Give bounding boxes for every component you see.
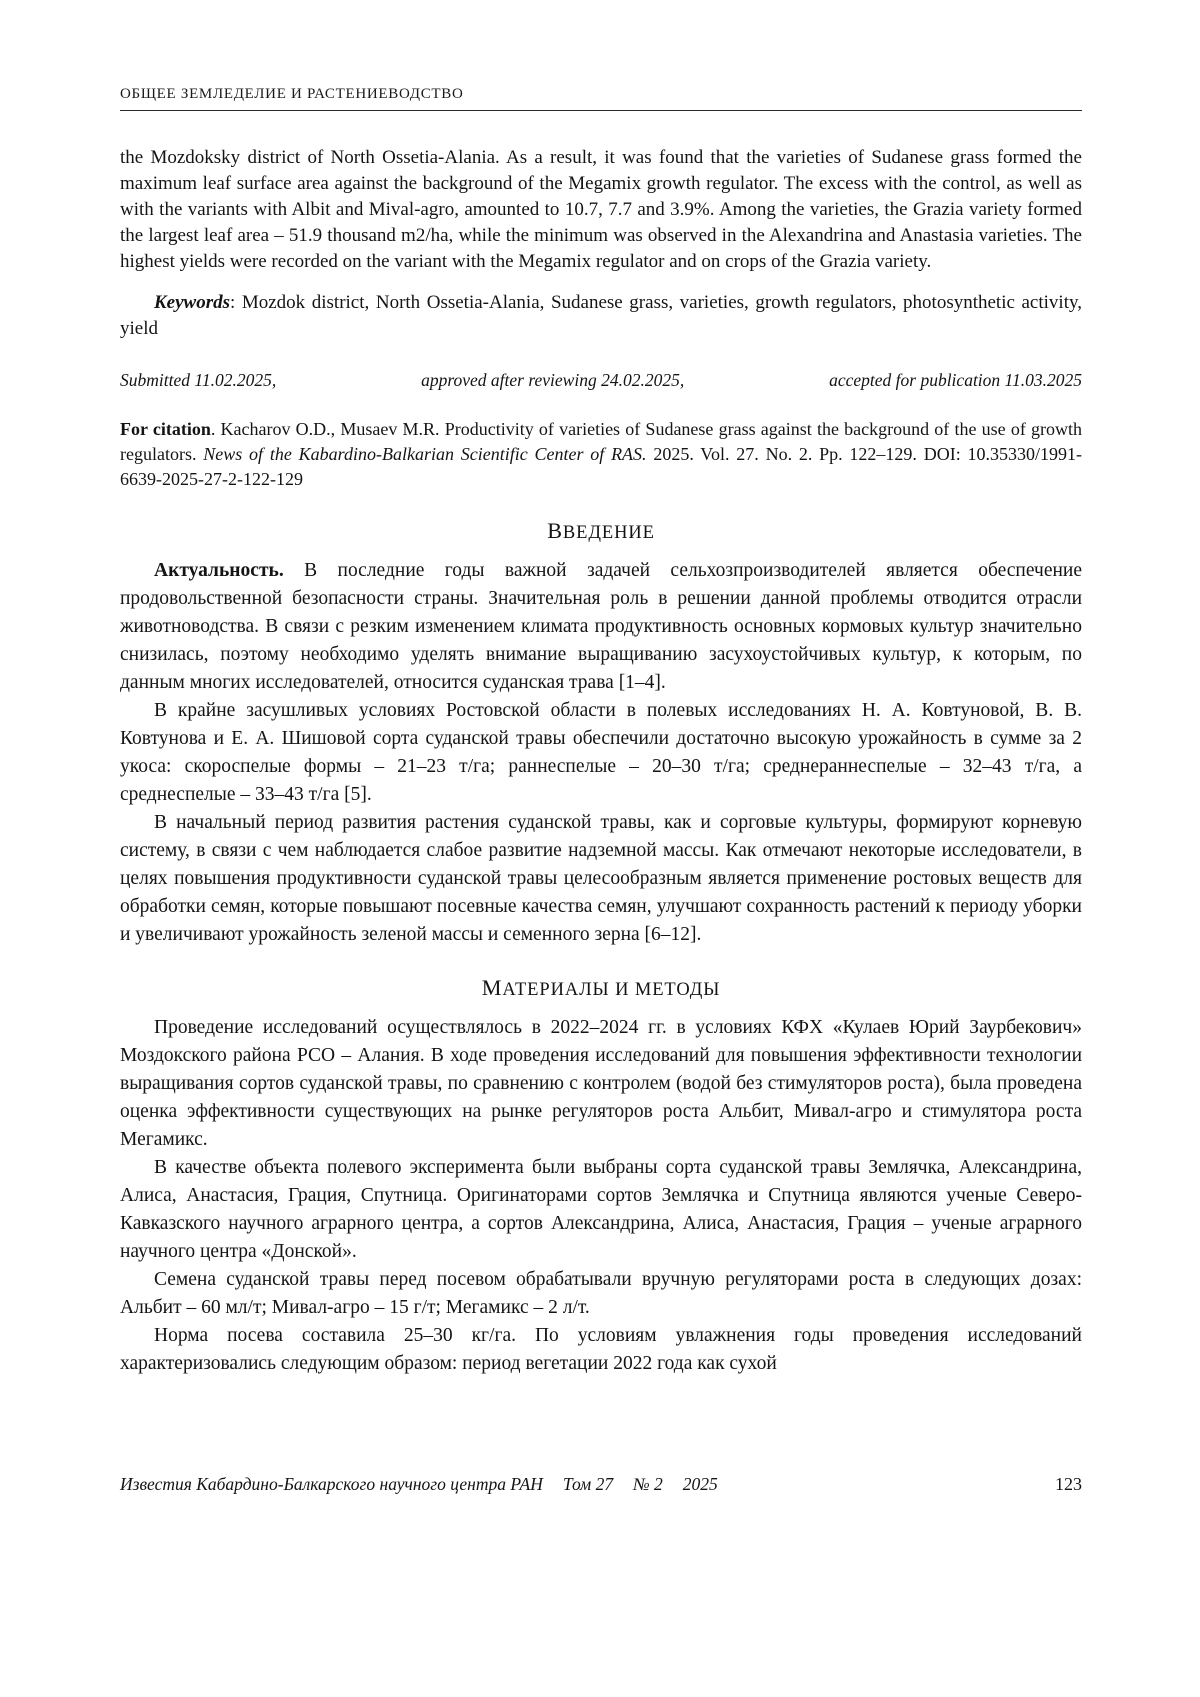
footer-page-number: 123 [1055, 1474, 1082, 1494]
materials-paragraph-1 [120, 1014, 1082, 1154]
citation-journal-title: News of the Kabardino-Balkarian Scientific Center of RAS. [203, 444, 647, 464]
intro-paragraph-1 [120, 557, 1082, 697]
paragraph-text: В последние годы важной задачей сельхозпроизводителей является обеспечение продовольственной безопасности страны. Значительная роль в решении данной проблемы отводится отрасли животноводства. В связи с резким изменением климата продуктивность основных кормовых культур значительно снизилась, поэтому необходимо уделять внимание выращиванию засухоустойчивых культур, к которым, по данным многих исследователей, относится суданская трава [1–4]. [120, 560, 1082, 693]
paragraph-text: В качестве объекта полевого эксперимента были выбраны сорта суданской травы Землячка, Александрина, Алиса, Анастасия, Грация, Спутница. Оригинаторами сортов Землячка и Спутница являются ученые Северо-Кавказского научного аграрного центра, а сортов Александрина, Алиса, Анастасия, Грация – ученые аграрного научного центра «Донской». [120, 1157, 1082, 1262]
intro-paragraph-3 [120, 809, 1082, 949]
paragraph-lead: Актуальность. [154, 560, 284, 581]
citation-label: For citation [120, 419, 211, 439]
materials-paragraph-2 [120, 1154, 1082, 1266]
keywords-text: : Mozdok district, North Ossetia-Alania, Sudanese grass, varieties, growth regulators, photosynthetic activity, yield [120, 292, 1082, 339]
footer-year: 2025 [682, 1474, 718, 1494]
paragraph-text: Норма посева составила 25–30 кг/га. По условиям увлажнения годы проведения исследований характеризовались следующим образом: период вегетации 2022 года как сухой [120, 1325, 1082, 1374]
running-head [120, 86, 1082, 111]
intro-paragraph-2 [120, 697, 1082, 809]
submitted-date: Submitted 11.02.2025, [120, 370, 277, 390]
footer-journal-name: Известия Кабардино-Балкарского научного центра РАН [120, 1474, 543, 1494]
materials-paragraph-4 [120, 1322, 1082, 1378]
submission-dates-line [120, 370, 1082, 391]
citation-paragraph [120, 417, 1082, 492]
paragraph-text: В начальный период развития растения суданской травы, как и сорговые культуры, формируют корневую систему, в связи с чем наблюдается слабое развитие надземной массы. Как отмечают некоторые исследователи, в целях повышения продуктивности суданской травы целесообразным является применение ростовых веществ для обработки семян, которые повышают посевные качества семян, улучшают сохранность растений к периоду уборки и увеличивают урожайность зеленой массы и семенного зерна [6–12]. [120, 812, 1082, 945]
paragraph-text: Проведение исследований осуществлялось в 2022–2024 гг. в условиях КФХ «Кулаев Юрий Заурбекович» Моздокского района РСО – Алания. В ходе проведения исследований для повышения эффективности технологии выращивания сортов суданской травы, по сравнению с контролем (водой без стимуляторов роста), была проведена оценка эффективности существующих на рынке регуляторов роста Альбит, Мивал-агро и стимулятора роста Мегамикс. [120, 1017, 1082, 1150]
accepted-date: accepted for publication 11.03.2025 [829, 370, 1082, 390]
running-head-title: ОБЩЕЕ ЗЕМЛЕДЕЛИЕ И РАСТЕНИЕВОДСТВО [120, 86, 464, 102]
footer-journal-info [120, 1474, 718, 1495]
materials-paragraph-3 [120, 1266, 1082, 1322]
section-heading-materials-and-methods: МАТЕРИАЛЫ И МЕТОДЫ [481, 975, 721, 1000]
keywords-paragraph [120, 290, 1082, 342]
abstract-english-paragraph: the Mozdoksky district of North Ossetia-Alania. As a result, it was found that the varieties of Sudanese grass formed the maximum leaf surface area against the background of the Megamix growth regulator. The excess with the control, as well as with the variants with Albit and Mival-agro, amounted to 10.7, 7.7 and 3.9%. Among the varieties, the Grazia variety formed the largest leaf area – 51.9 thousand m2/ha, while the minimum was observed in the Alexandrina and Anastasia varieties. The highest yields were recorded on the variant with the Megamix regulator and on crops of the Grazia variety. [120, 147, 1082, 272]
citation-text-after-journal: 2025. Vol. 27. No. 2. Pp. 122–129. DOI: 10.35330/1991-6639-2025-27-2-122-129 [120, 444, 1082, 489]
footer-volume: Том 27 [562, 1474, 614, 1494]
citation-text-before-journal: . Kacharov O.D., Musaev M.R. Productivity of varieties of Sudanese grass against the background of the use of growth regulators. [120, 419, 1082, 464]
page-footer [120, 1474, 1082, 1495]
keywords-label: Keywords [154, 292, 230, 313]
paragraph-text: В крайне засушливых условиях Ростовской области в полевых исследованиях Н. А. Ковтуновой, В. В. Ковтунова и Е. А. Шишовой сорта суданской травы обеспечили достаточно высокую урожайность в сумме за 2 укоса: скороспелые формы – 21–23 т/га; раннеспелые – 20–30 т/га; среднераннеспелые – 32–43 т/га, а среднеспелые – 33–43 т/га [5]. [120, 700, 1082, 805]
approved-date: approved after reviewing 24.02.2025, [421, 370, 685, 390]
paragraph-text: Семена суданской травы перед посевом обрабатывали вручную регуляторами роста в следующих дозах: Альбит – 60 мл/т; Мивал-агро – 15 г/т; Мегамикс – 2 л/т. [120, 1269, 1082, 1318]
section-heading-introduction: ВВЕДЕНИЕ [547, 518, 655, 543]
footer-issue: № 2 [633, 1474, 663, 1494]
